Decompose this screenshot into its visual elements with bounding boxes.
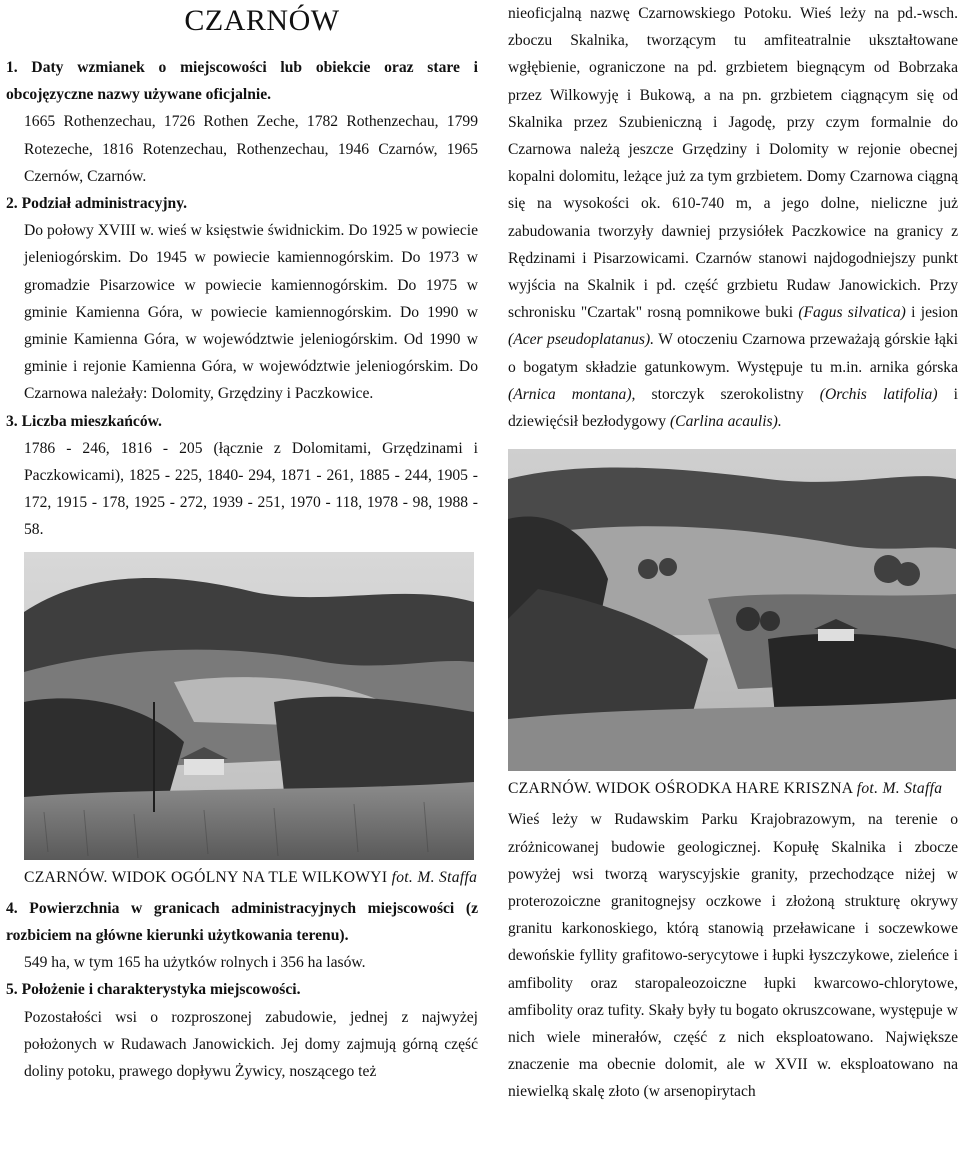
photo-caption-general-view — [6, 864, 478, 891]
photo-caption-hare-krishna-centre — [508, 775, 958, 802]
section-1-text: 1665 Rothenzechau, 1726 Rothen Zeche, 1782 Rothenzechau, 1799 Rotezeche, 1816 Rotenzechau, Rothenzechau, 1946 Czarnów, 1965 Czernów, Czarnów. — [24, 113, 478, 185]
left-column — [6, 54, 478, 1085]
geology-paragraph: Wieś leży w Rudawskim Parku Krajobrazowym, na terenie o zróżnicowanej budowie geologicznej. Kopułę Skalnika i zbocze powyżej wsi tworzą waryscyjskie granity, przechodzące niżej w proterozoiczne granitognejsy oczkowe i złożoną strukturę okrywy granitu karkonoskiego, którą stanowią przeławicane i soczewkowe dewońskie fyllity grafitowo-serycytowe i łupki łyszczykowe, zieleńce i amfibolity oraz staropaleozoiczne łupki kwarcowo-chlorytowe, amfibolity oraz tufity. Skały były tu bogato okruszcowane, występuje w nich wiele minerałów, część z nich eksploatowano. Największe znaczenie ma obecnie dolomit, ale w XVII w. eksploatowano na niewielką skalę złoto (w arsenopirytach — [508, 811, 958, 1101]
text-run: nieoficjalną nazwę Czarnowskiego Potoku. Wieś leży na pd.-wsch. zboczu Skalnika, tworzącym tu amfiteatralnie ukształtowane wgłębienie, ograniczone na pd. grzbietem biegnącym od Bobrzaka przez Wilkowyję i Bukową, a na pn. grzbietem ciągnącym się od Skalnika przez Szubieniczną i Jagodę, przy czym formalnie do Czarnowa należą jeszcze Grzędziny i Dolomity w rejonie obecnej kopalni dolomitu, leżące już za tym grzbietem. Domy Czarnowa ciągną się na wysokości ok. 610-740 m, a jego dolne, nieliczne już zabudowania tworzyły dawniej przysiółek Paczkowice na granicy z Rędzinami i Pisarzowicami. Czarnów stanowi najdogodniejszy punkt wyjścia na Skalnik i pd. część grzbietu Rudaw Janowickich. Przy schronisku "Czartak" rosną pomnikowe buki — [508, 5, 958, 322]
section-5-continued-text — [508, 0, 958, 435]
section-3-text: 1786 - 246, 1816 - 205 (łącznie z Dolomitami, Grzędzinami i Paczkowicami), 1825 - 225, 1840- 294, 1871 - 261, 1885 - 244, 1905 - 172, 1915 - 178, 1925 - 272, 1939 - 251, 1970 - 118, 1978 - 98, 1988 - 58. — [24, 439, 478, 539]
latin-name: (Acer pseudoplatanus). — [508, 331, 655, 349]
landscape-photo-hare-krishna-centre — [508, 449, 956, 771]
landscape-photo-general-view — [24, 552, 474, 860]
section-2-text: Do połowy XVIII w. wieś w księstwie świdnickim. Do 1925 w powiecie jeleniogórskim. Do 1945 w powiecie kamiennogórskim. Do 1973 w gromadzie Pisarzowice w powiecie kamiennogórskim. Do 1975 w gminie Kamienna Góra, w powiecie kamiennogórskim. Do 1990 w gminie Kamienna Góra, w województwie jeleniogórskim. Od 1990 w gminie i rejonie Kamienna Góra, w województwie jeleniogórskim. Do Czarnowa należały: Dolomity, Grzędziny i Paczkowice. — [24, 222, 478, 403]
latin-name: (Orchis latifolia) — [819, 385, 938, 403]
text-run: storczyk szerokolistny — [651, 385, 804, 403]
photo-credit: fot. M. Staffa — [391, 868, 478, 886]
text-run: i dziewięćsił bezłodygowy — [508, 385, 959, 431]
section-4-heading: 4. Powierzchnia w granicach administracyjnych miejscowości (z rozbiciem na główne kierunki użytkowania terenu). — [6, 899, 478, 945]
latin-name: (Fagus silvatica) — [798, 304, 906, 322]
latin-name: (Arnica montana), — [508, 385, 636, 403]
section-5-heading: 5. Położenie i charakterystyka miejscowości. — [6, 981, 301, 999]
text-run: i jesion — [911, 304, 959, 322]
photo-credit: fot. M. Staffa — [856, 780, 943, 798]
section-3-heading: 3. Liczba mieszkańców. — [6, 412, 162, 430]
section-2-heading: 2. Podział administracyjny. — [6, 195, 188, 213]
section-1-heading: 1. Daty wzmianek o miejscowości lub obiekcie oraz stare i obcojęzyczne nazwy używane oficjalnie. — [6, 59, 478, 104]
photo-caption-text: CZARNÓW. WIDOK OŚRODKA HARE KRISZNA — [508, 780, 853, 798]
right-column — [508, 0, 958, 1106]
section-4-text: 549 ha, w tym 165 ha użytków rolnych i 356 ha lasów. — [24, 954, 366, 972]
text-run: W otoczeniu Czarnowa przeważają górskie łąki o bogatym składzie gatunkowym. Występuje tu m.in. arnika górska — [508, 331, 958, 376]
page-title: CZARNÓW — [184, 4, 340, 37]
photo-caption-text: CZARNÓW. WIDOK OGÓLNY NA TLE WILKOWYI — [24, 868, 388, 886]
section-5-text: Pozostałości wsi o rozproszonej zabudowie, jednej z najwyżej położonych w Rudawach Janowickich. Jej domy zajmują górną część doliny potoku, prawego dopływu Żywicy, noszącego też — [24, 1008, 478, 1081]
latin-name: (Carlina acaulis). — [669, 413, 782, 431]
